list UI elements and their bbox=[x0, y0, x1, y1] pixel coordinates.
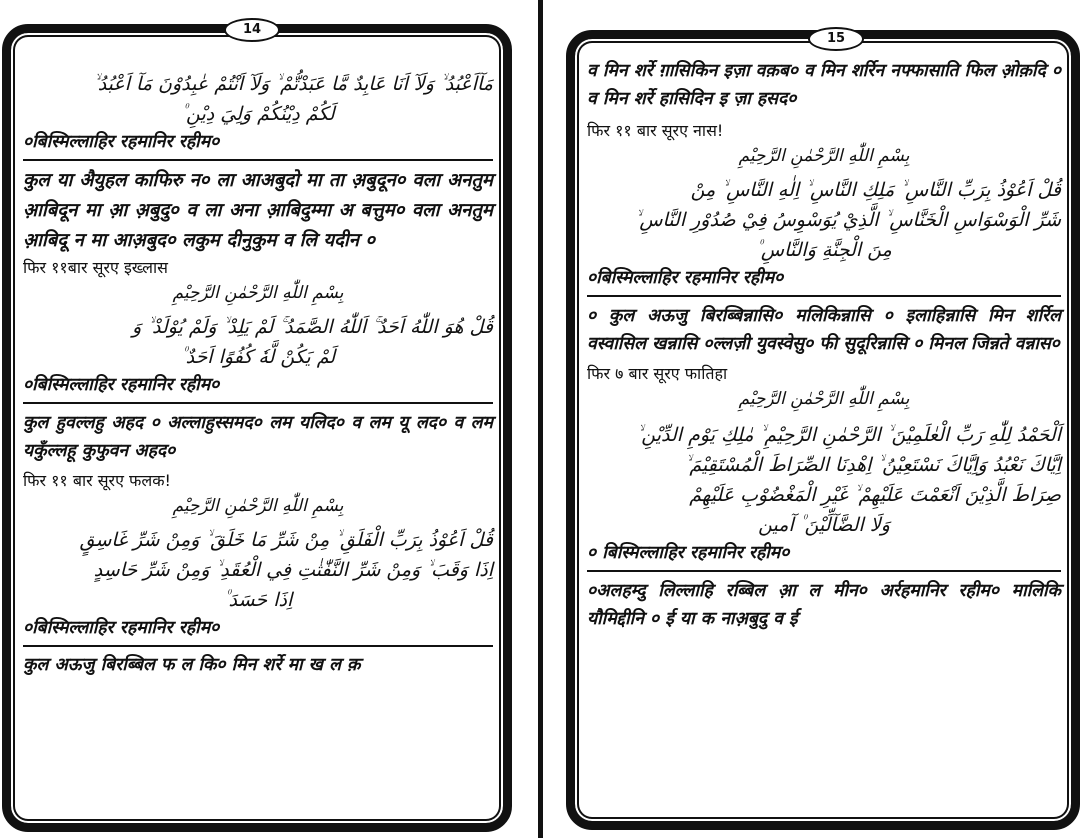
arabic-line: اِذَا وَقَبَ ۙ وَمِنْ شَرِّ النَّفّٰثٰتِ فِي الْعُقَدِ ۙ وَمِنْ شَرِّ حَاسِدٍ bbox=[93, 559, 493, 581]
bismillah-arabic: بِسْمِ اللّٰهِ الرَّحْمٰنِ الرَّحِيْمِ bbox=[738, 389, 910, 409]
bismillah-hindi: ०बिस्मिल्लाहिर रहमानिर रहीम० bbox=[587, 268, 784, 288]
arabic-line: قُلْ اَعُوْذُ بِرَبِّ الْفَلَقِ ۙ مِنْ شَرِّ مَا خَلَقَ ۙ وَمِنْ شَرِّ غَاسِقٍ bbox=[79, 529, 493, 551]
instruction-note: फिर ७ बार सूरए फातिहा bbox=[587, 364, 728, 383]
hindi-paragraph: ०अलहम्दु लिल्लाहि रब्बिल आ़ ल मीन० अर्रहमानिर रहीम० मालिकि यौमिद्दीनि ० ई या क नाअ़बुदु व ई bbox=[587, 581, 1061, 629]
page-number: 15 bbox=[808, 27, 864, 51]
book-spine bbox=[538, 0, 543, 838]
bismillah-arabic: بِسْمِ اللّٰهِ الرَّحْمٰنِ الرَّحِيْمِ bbox=[172, 496, 344, 516]
arabic-line: صِرَاطَ الَّذِيْنَ اَنْعَمْتَ عَلَيْهِمْ ۙ غَيْرِ الْمَغْضُوْبِ عَلَيْهِمْ bbox=[689, 484, 1061, 506]
hindi-paragraph: व मिन शर्रे ग़ासिकिन इज़ा वक़ब० व मिन शर्रिन नफ्फासाति फिल ओ़क़दि ० व मिन शर्रे हासिदिन इ ज़ा हसद० bbox=[587, 61, 1061, 109]
bismillah-arabic: بِسْمِ اللّٰهِ الرَّحْمٰنِ الرَّحِيْمِ bbox=[738, 146, 910, 166]
instruction-note: फिर ११बार सूरए इख्लास bbox=[23, 258, 168, 277]
hindi-paragraph: कुल हुवल्लहु अहद ० अल्लाहुस्समद० लम यलिद० व लम यू लद० व लम यकुँल्लहू कुफुवन अहद० bbox=[23, 413, 493, 461]
bismillah-hindi: ०बिस्मिल्लाहिर रहमानिर रहीम० bbox=[23, 618, 220, 638]
instruction-note: फिर ११ बार सूरए फलक! bbox=[23, 471, 171, 490]
hindi-paragraph: कुल अऊजु बिरब्बिल फ ल कि० मिन शर्रे मा ख ल क़ bbox=[23, 655, 361, 675]
divider bbox=[587, 295, 1061, 297]
arabic-line: وَلَا الضَّآلِّيْنَ ۠ آمين bbox=[758, 514, 890, 536]
page-number: 14 bbox=[224, 18, 280, 42]
arabic-line: مِنَ الْجِنَّةِ وَالنَّاسِ ۠ bbox=[756, 239, 892, 261]
divider bbox=[23, 645, 493, 647]
bismillah-arabic: بِسْمِ اللّٰهِ الرَّحْمٰنِ الرَّحِيْمِ bbox=[172, 283, 344, 303]
arabic-line: لَكُمْ دِيْنُكُمْ وَلِيَ دِيْنِ ۠ bbox=[181, 103, 335, 125]
arabic-line: لَمْ يَكُنْ لَّهٗ كُفُوًا اَحَدٌ ۠ bbox=[180, 346, 336, 368]
arabic-line: مَآاَعْبُدُ ۙ وَلَآ اَنَا عَابِدٌ مَّا عَبَدْتُّمْ ۙ وَلَآ اَنْتُمْ عٰبِدُوْنَ مَآ اَعْبُدُ ۙ bbox=[92, 73, 493, 95]
arabic-line: قُلْ هُوَ اللّٰهُ اَحَدٌ ۚ اَللّٰهُ الصَّمَدُ ۚ لَمْ يَلِدْ ۙ وَلَمْ يُوْلَدْ ۙ وَ bbox=[132, 316, 493, 338]
left-page bbox=[2, 24, 512, 832]
hindi-paragraph: ० कुल अऊजु बिरब्बिन्नासि० मलिकिन्नासि ० इलाहिन्नासि मिन शर्रिल वस्वासिल खन्नासि ०ल्लज़ी युवस्वेसु० फी सुदूरिन्नासि ० मिनल जिन्नते वन्नास० bbox=[587, 306, 1061, 354]
arabic-line: اِذَا حَسَدَ ۠ bbox=[223, 589, 293, 611]
divider bbox=[587, 570, 1061, 572]
bismillah-hindi: ०बिस्मिल्लाहिर रहमानिर रहीम० bbox=[23, 375, 220, 395]
divider bbox=[23, 402, 493, 404]
arabic-line: قُلْ اَعُوْذُ بِرَبِّ النَّاسِ ۙ مَلِكِ النَّاسِ ۙ اِلٰهِ النَّاسِ ۙ مِنْ bbox=[690, 179, 1061, 201]
arabic-line: شَرِّ الْوَسْوَاسِ الْخَنَّاسِ ۙ الَّذِيْ يُوَسْوِسُ فِيْ صُدُوْرِ النَّاسِ ۙ bbox=[634, 209, 1061, 231]
hindi-paragraph: कुल या अैयुहल काफिरु न० ला आअबुदो मा ता अ़बुदून० वला अनतुम आ़बिदून मा आ़ अ़बुदु० व ला अना आ़बिदुम्मा अ बत्तुम० वला अनतुम आ़बिदू न मा आअ़बुद० लकुम दीनुकुम व लि यदीन ० bbox=[23, 170, 493, 251]
right-page bbox=[566, 30, 1080, 830]
right-page-content bbox=[587, 45, 1061, 817]
bismillah-hindi: ०बिस्मिल्लाहिर रहमानिर रहीम० bbox=[23, 132, 220, 152]
arabic-line: اِيَّاكَ نَعْبُدُ وَاِيَّاكَ نَسْتَعِيْنُ ۙ اِهْدِنَا الصِّرَاطَ الْمُسْتَقِيْمَ ۙ bbox=[684, 454, 1061, 476]
bismillah-hindi: ० बिस्मिल्लाहिर रहमानिर रहीम० bbox=[587, 543, 790, 563]
arabic-line: اَلْحَمْدُ لِلّٰهِ رَبِّ الْعٰلَمِيْنَ ۙ الرَّحْمٰنِ الرَّحِيْمِ ۙ مٰلِكِ يَوْمِ الدِّيْنِ ۙ bbox=[636, 424, 1061, 446]
left-page-content bbox=[23, 39, 493, 819]
instruction-note: फिर ११ बार सूरए नास! bbox=[587, 121, 724, 140]
divider bbox=[23, 159, 493, 161]
